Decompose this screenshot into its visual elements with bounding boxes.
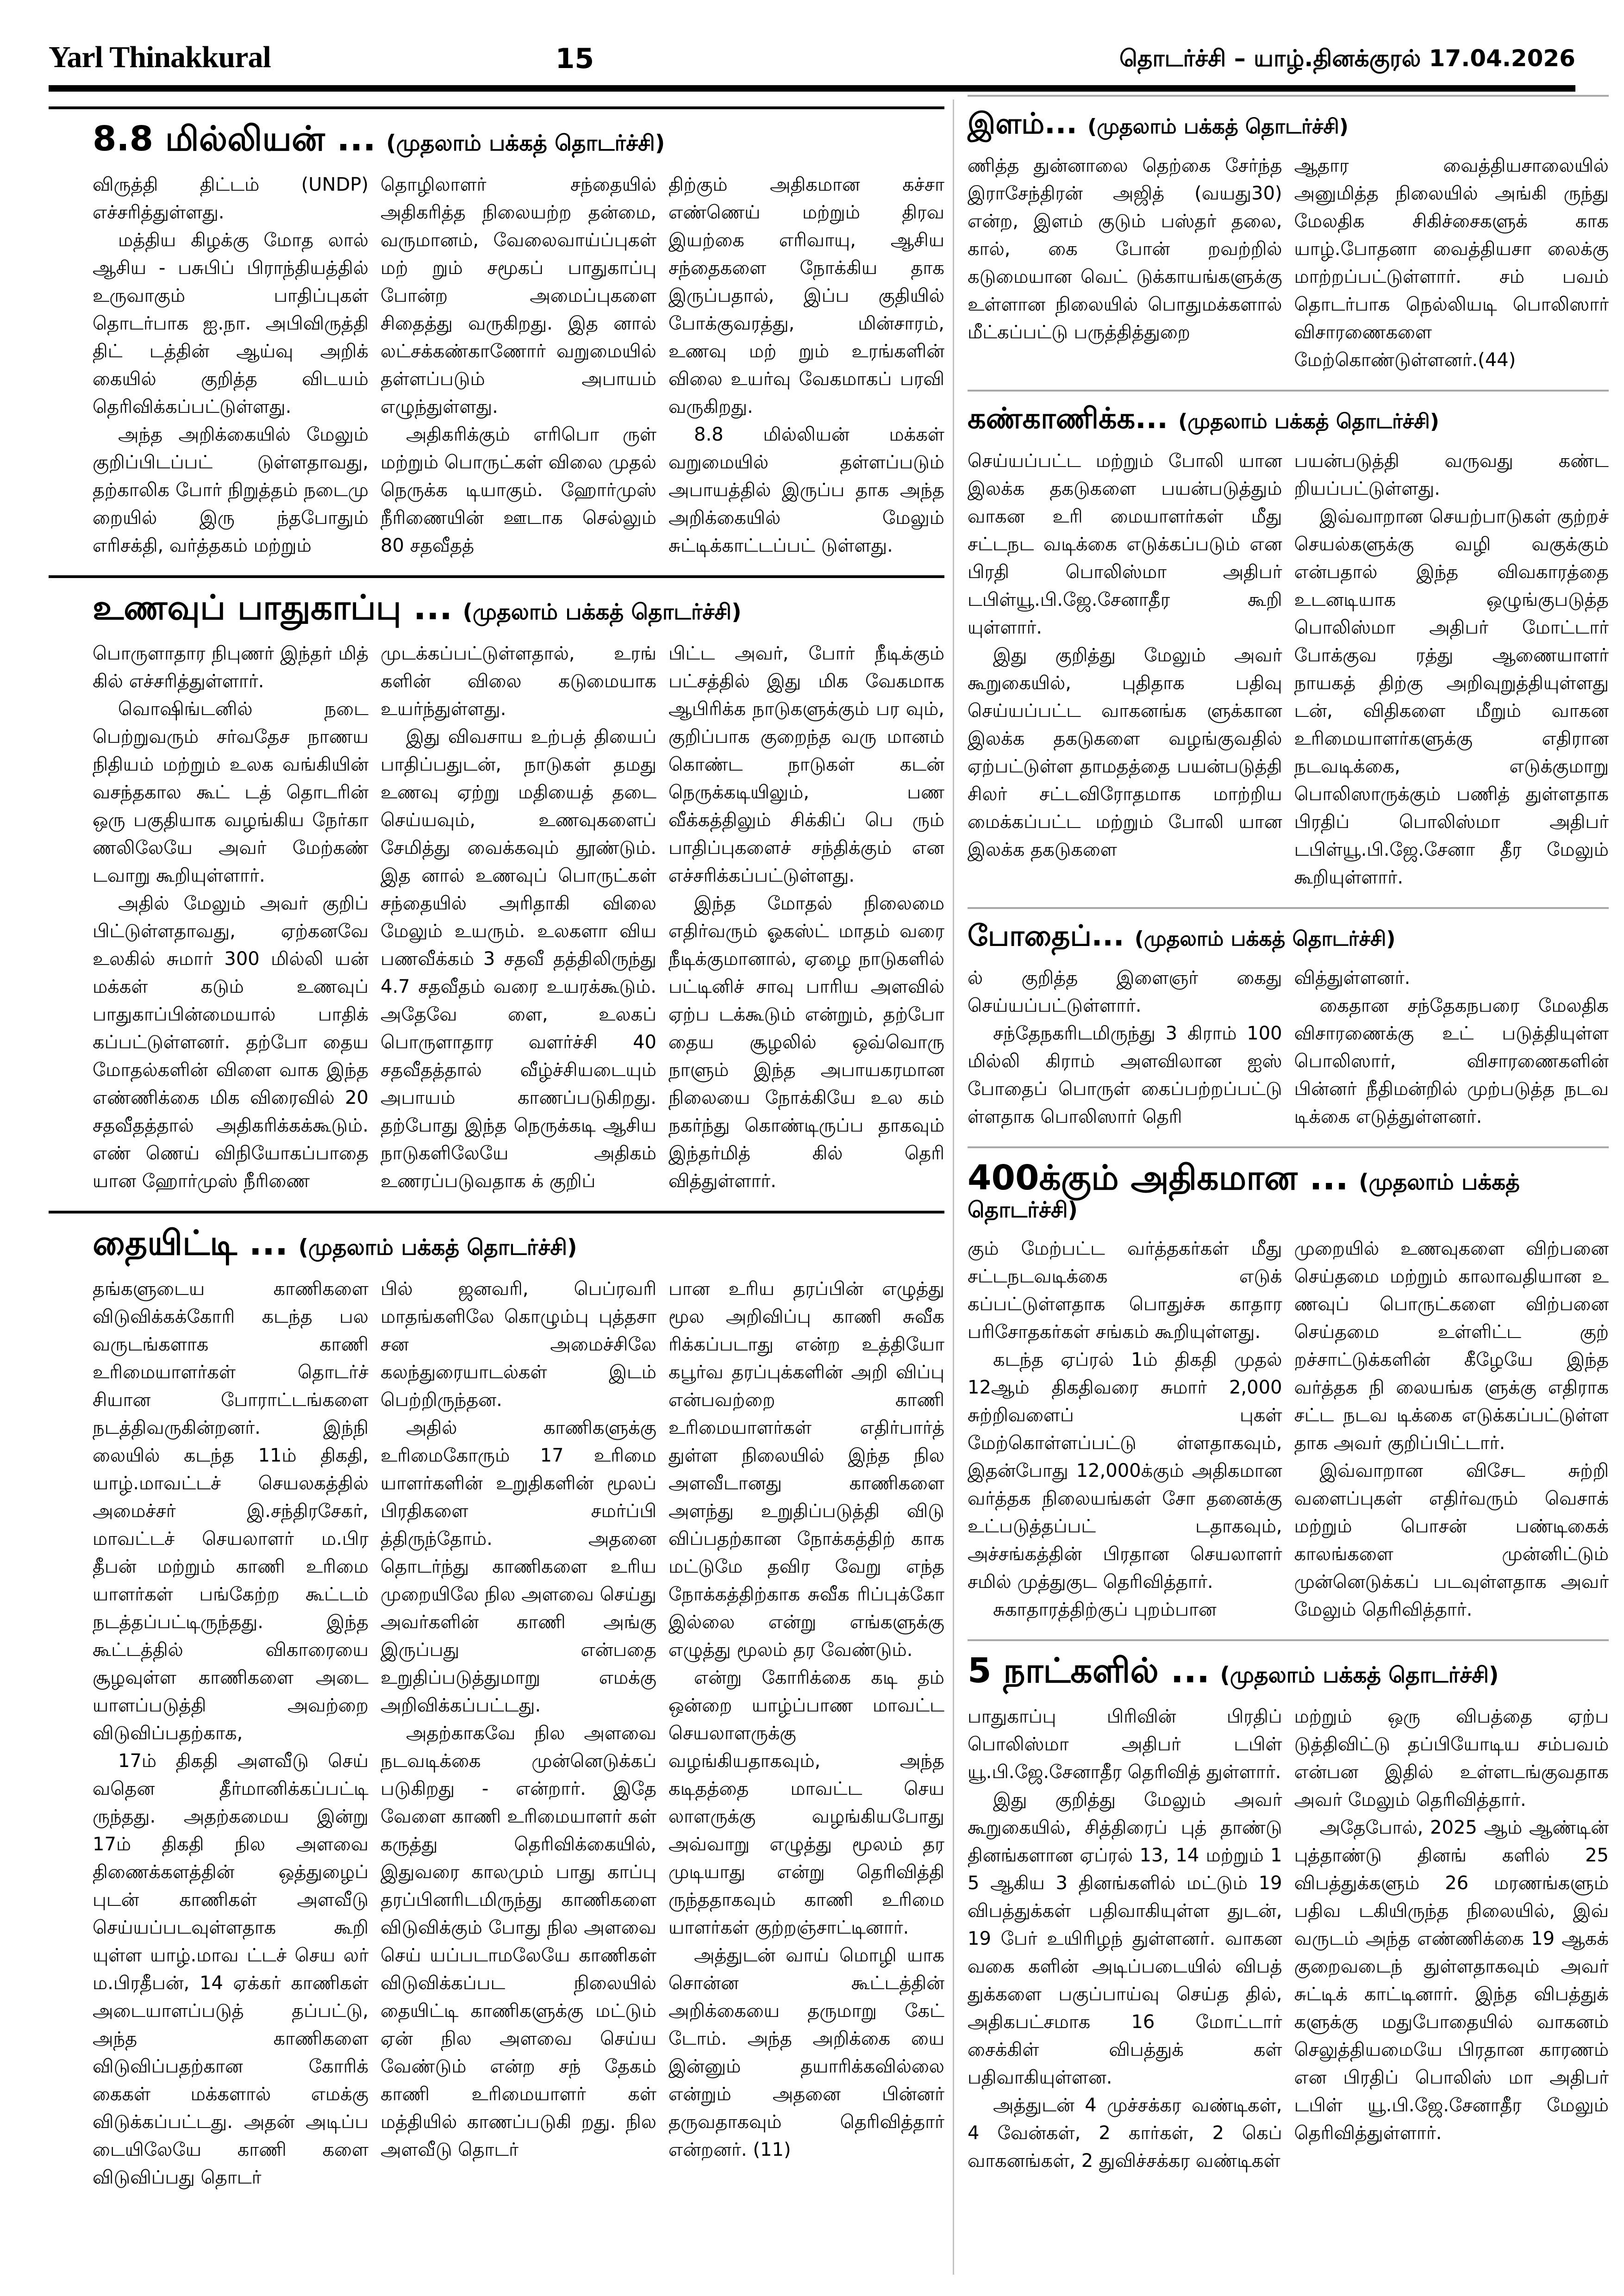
- paragraph: அதிகரிக்கும் எரிபொ ருள் மற்றும் பொருட்கள் விலை முதல் நெருக்க டியாகும். ஹோர்முஸ் நீரிணையின் ஊடாக செல்லும் 80 சதவீதத்: [381, 424, 656, 557]
- paragraph: விருத்தி திட்டம் (UNDP) எச்சரித்துள்ளது.: [93, 174, 369, 224]
- paragraph: தொழிலாளர் சந்தையில் அதிகரித்த நிலையற்ற தன்மை, வருமானம், வேலைவாய்ப்புகள் மற் றும் சமூகப் பாதுகாப்பு போன்ற அமைப்புகளை சிதைத்து வருகிறது. இத னால் லட்சக்கண்காணோர் வறுமையில் தள்ளப்படும் அபாயம் எழுந்துள்ளது.: [381, 174, 656, 418]
- continuation-note: (முதலாம் பக்கத் தொடர்ச்சி): [1178, 410, 1439, 434]
- article-column: [93, 640, 369, 1195]
- paragraph: அதற்காகவே நில அளவை நடவடிக்கை முன்னெடுக்கப் படுகிறது - என்றார். இதே வேளை காணி உரிமையாளர் கள் கருத்து தெரிவிக்கையில், இதுவரை காலமும் பாது காப்பு தரப்பினரிடமிருந்து காணிகளை விடுவிக்கும் போது நில அளவை செய் யப்படாமலேயே காணிகள் விடுவிக்கப்பட நிலையில் தையிட்டி காணிகளுக்கு மட்டும் ஏன் நில அளவை செய்ய வேண்டும் என்ற சந் தேகம் காணி உரிமையாளர் கள் மத்தியில் காணப்படுகி றது. நில அளவீடு தொடர்: [381, 1723, 656, 2161]
- article-column: [381, 640, 656, 1195]
- header-rule: [49, 85, 1575, 92]
- paragraph: ஆதார வைத்தியசாலையில் அனுமித்த நிலையில் அங்கி ருந்து மேலதிக சிகிச்சைகளுக் காக யாழ்.போதனா வைத்தியசா லைக்கு மாற்றப்பட்டுள்ளார். சம் பவம் தொடர்பாக நெல்லியடி பொலிஸார் விசாரணைகளை மேற்கொண்டுள்ளனர்.(44): [1294, 155, 1609, 371]
- paragraph: 8.8 மில்லியன் மக்கள் வறுமையில் தள்ளப்படும் அபாயத்தில் இருப்ப தாக அந்த அறிக்கையில் மேலும் சுட்டிக்காட்டப்பட் டுள்ளது.: [668, 424, 944, 557]
- paragraph: ல் குறித்த இளைஞர் கைது செய்யப்பட்டுள்ளார்.: [968, 967, 1282, 1016]
- continuation-note: (முதலாம் பக்கத் தொடர்ச்சி): [386, 131, 665, 156]
- article-column: [968, 152, 1282, 374]
- article-column: [1294, 964, 1609, 1131]
- article-column: [968, 964, 1282, 1131]
- article-headline: [93, 1224, 944, 1263]
- article-columns: [968, 1703, 1609, 2190]
- continuation-note: (முதலாம் பக்கத் தொடர்ச்சி): [1087, 115, 1349, 138]
- article-ilam: [968, 95, 1609, 390]
- article-columns: [93, 171, 944, 575]
- paragraph: இவ்வாறான செயற்பாடுகள் குற்றச் செயல்களுக்கு வழி வகுக்கும் என்பதால் இந்த விவகாரத்தை உடனடியாக ஒழுங்குபடுத்த பொலிஸ்மா அதிபர் மோட்டார் போக்குவ ரத்து ஆணையாளர் நாயகத் திற்கு அறிவுறுத்தியுள்ளது டன், விதிகளை மீறும் வாகன உரிமையாளர்களுக்கு எதிரான நடவடிக்கை, எடுக்குமாறு பொலிஸாருக்கும் பணித் துள்ளதாக பிரதிப் பொலிஸ்மா அதிபர் டபிள்யூ.பி.ஜே.சேனா தீர மேலும் கூறியுள்ளார்.: [1294, 505, 1609, 888]
- paragraph: இது குறித்து மேலும் அவர் கூறுகையில், புதிதாக பதிவு செய்யப்பட்ட வாகனங்க ளுக்கான இலக்க தகடுகளை வழங்குவதில் ஏற்பட்டுள்ள தாமதத்தை பயன்படுத்தி சிலர் சட்டவிரோதமாக மாற்றிய மைக்கப்பட்ட மற்றும் போலி யான இலக்க தகடுகளை: [968, 644, 1282, 860]
- paragraph: கும் மேற்பட்ட வர்த்தகர்கள் மீது சட்டநடவடிக்கை எடுக் கப்பட்டுள்ளதாக பொதுச்சு காதார பரிசோதகர்கள் சங்கம் கூறியுள்ளது.: [968, 1238, 1282, 1343]
- continuation-note: (முதலாம் பக்கத் தொடர்ச்சி): [298, 1235, 577, 1261]
- headline-title: இளம்...: [968, 106, 1077, 140]
- paragraph: இது குறித்து மேலும் அவர் கூறுகையில், சித்திரைப் புத் தாண்டு தினங்களான ஏப்ரல் 13, 14 மற்றும் 1 5 ஆகிய 3 தினங்களில் மட்டும் 19 விபத்துக்கள் பதிவாகியுள்ள துடன், 19 பேர் உயிரிழந் துள்ளனர். வாகன வகை களின் அடிப்படையில் விபத் துக்களை பகுப்பாய்வு செய்த தில், அதிகபட்சமாக 16 மோட்டார் சைக்கிள் விபத்துக் கள் பதிவாகியுள்ளன.: [968, 1789, 1282, 2089]
- article-columns: [93, 640, 944, 1211]
- article-headline: [968, 402, 1609, 435]
- headline-title: போதைப்...: [968, 918, 1124, 952]
- article-5-days: [968, 1639, 1609, 2190]
- headline-title: 5 நாட்களில் ...: [968, 1651, 1210, 1691]
- paragraph: வித்துள்ளனர்.: [1294, 967, 1411, 989]
- paragraph: அந்த அறிக்கையில் மேலும் குறிப்பிடப்பட் டுள்ளதாவது, தற்காலிக போர் நிறுத்தம் நடைமு றையில் இரு ந்தபோதும் எரிசக்தி, வர்த்தகம் மற்றும்: [93, 424, 369, 557]
- right-zone: [968, 95, 1609, 2190]
- article-column: [968, 1235, 1282, 1624]
- paragraph: அதில் மேலும் அவர் குறிப் பிட்டுள்ளதாவது, ஏற்கனவே உலகில் சுமார் 300 மில்லி யன் மக்கள் கடும் உணவுப் பாதுகாப்பின்மையால் பாதிக் கப்பட்டுள்ளனர். தற்போ தைய மோதல்களின் விளை வாக இந்த எண்ணிக்கை மிக விரைவில் 20 சதவீதத்தால் அதிகரிக்கக்கூடும். எண் ணெய் விநியோகப்பாதை யான ஹோர்முஸ் நீரிணை: [93, 893, 369, 1192]
- article-columns: [968, 1235, 1609, 1639]
- article-headline: [93, 588, 944, 628]
- headline-title: உணவுப் பாதுகாப்பு ...: [93, 588, 453, 628]
- article-column: [668, 640, 944, 1195]
- article-column: [93, 1275, 369, 2191]
- article-headline: [968, 1651, 1609, 1691]
- paragraph: மத்திய கிழக்கு மோத லால் ஆசிய - பசுபிப் பிராந்தியத்தில் உருவாகும் பாதிப்புகள் தொடர்பாக ஐ.நா. அபிவிருத்தி திட் டத்தின் ஆய்வு அறிக் கையில் குறித்த விடயம் தெரிவிக்கப்பட்டுள்ளது.: [93, 230, 369, 418]
- article-headline: [968, 107, 1609, 140]
- paragraph: சந்தேநகரிடமிருந்து 3 கிராம் 100 மில்லி கிராம் அளவிலான ஐஸ் போதைப் பொருள் கைப்பற்றப்பட்டு ள்ளதாக பொலிஸார் தெரி: [968, 1022, 1282, 1127]
- continuation-note: (முதலாம் பக்கத் தொடர்ச்சி): [968, 1169, 1520, 1223]
- headline-title: தையிட்டி ...: [93, 1223, 288, 1263]
- article-88-million: [49, 106, 944, 575]
- article-column: [1294, 447, 1609, 891]
- article-column: [668, 171, 944, 560]
- page-number: 15: [555, 43, 594, 75]
- article-column: [93, 171, 369, 560]
- page-header: [49, 40, 1575, 75]
- article-column: [668, 1275, 944, 2191]
- article-headline: [968, 919, 1609, 952]
- continuation-note: (முதலாம் பக்கத் தொடர்ச்சி): [462, 599, 742, 625]
- paragraph: பிட்ட அவர், போர் நீடிக்கும் பட்சத்தில் இது மிக வேகமாக ஆபிரிக்க நாடுகளுக்கும் பர வும், குறிப்பாக குறைந்த வரு மானம் கொண்ட நாடுகள் கடன் நெருக்கடியிலும், பண வீக்கத்திலும் சிக்கிப் பெ ரும் பாதிப்புகளைச் சந்திக்கும் என எச்சரிக்கப்பட்டுள்ளது.: [668, 643, 944, 887]
- paragraph: பயன்படுத்தி வருவது கண்ட றியப்பட்டுள்ளது.: [1294, 450, 1609, 499]
- paragraph: இவ்வாறான விசேட சுற்றி வளைப்புகள் எதிர்வரும் வெசாக் மற்றும் பொசன் பண்டிகைக் காலங்களை முன்னிட்டும் முன்னெடுக்கப் படவுள்ளதாக அவர் மேலும் தெரிவித்தார்.: [1294, 1460, 1609, 1621]
- article-column: [968, 1703, 1282, 2175]
- article-headline: [968, 1158, 1609, 1223]
- article-columns: [968, 152, 1609, 390]
- continuation-note: (முதலாம் பக்கத் தொடர்ச்சி): [1134, 927, 1396, 951]
- headline-title: 400க்கும் அதிகமான ...: [968, 1157, 1349, 1198]
- edition-info: தொடர்ச்சி – யாழ்.தினக்குரல் 17.04.2026: [1119, 45, 1575, 72]
- paragraph: கைதான சந்தேகநபரை மேலதிக விசாரணைக்கு உட் படுத்தியுள்ள பொலிஸார், விசாரணைகளின் பின்னர் நீதிமன்றில் முற்படுத்த நடவ டிக்கை எடுத்துள்ளனர்.: [1294, 995, 1609, 1127]
- continuation-note: (முதலாம் பக்கத் தொடர்ச்சி): [1220, 1662, 1499, 1688]
- article-column: [381, 1275, 656, 2191]
- paragraph: சுகாதாரத்திற்குப் புறம்பான: [993, 1599, 1217, 1621]
- paragraph: செய்யப்பட்ட மற்றும் போலி யான இலக்க தகடுகளை பயன்படுத்தும் வாகன உரி மையாளர்கள் மீது சட்டநட வடிக்கை எடுக்கப்படும் என பிரதி பொலிஸ்மா அதிபர் டபிள்யூ.பி.ஜே.சேனாதீர கூறி யுள்ளார்.: [968, 450, 1282, 638]
- paragraph: பாதுகாப்பு பிரிவின் பிரதிப் பொலிஸ்மா அதிபர் டபிள் யூ.பி.ஜே.சேனாதீர தெரிவித் துள்ளார்.: [968, 1706, 1282, 1783]
- paragraph: தங்களுடைய காணிகளை விடுவிக்கக்கோரி கடந்த பல வருடங்களாக காணி உரிமையாளர்கள் தொடர்ச் சியான போராட்டங்களை நடத்திவருகின்றனர். இந்நி லையில் கடந்த 11ம் திகதி, யாழ்.மாவட்டச் செயலகத்தில் அமைச்சர் இ.சந்திரசேகர், மாவட்டச் செயலாளர் ம.பிர தீபன் மற்றும் காணி உரிமை யாளர்கள் பங்கேற்ற கூட்டம் நடத்தப்பட்டிருந்தது. இந்த கூட்டத்தில் விகாரையை சூழவுள்ள காணிகளை அடை யாளப்படுத்தி அவற்றை விடுவிப்பதற்காக,: [93, 1278, 369, 1744]
- masthead: Yarl Thinakkural: [49, 40, 271, 74]
- left-zone: [49, 106, 944, 2207]
- article-columns: [93, 1275, 944, 2207]
- article-column: [1294, 152, 1609, 374]
- article-400-more: [968, 1146, 1609, 1639]
- article-food-security: [49, 575, 944, 1211]
- paragraph: திற்கும் அதிகமான கச்சா எண்ணெய் மற்றும் திரவ இயற்கை எரிவாயு, ஆசிய சந்தைகளை நோக்கிய தாக இருப்பதால், இப்ப குதியில் போக்குவரத்து, மின்சாரம், உணவு மற் றும் உரங்களின் விலை உயர்வு வேகமாகப் பரவி வருகிறது.: [668, 174, 944, 418]
- article-column: [1294, 1703, 1609, 2175]
- article-headline: [93, 119, 944, 159]
- article-thaiyiddy: [49, 1211, 944, 2207]
- paragraph: ணித்த துன்னாலை தெற்கை சேர்ந்த இராசேந்திரன் அஜித் (வயது30) என்ற, இளம் குடும் பஸ்தர் தலை, கால், கை போன் றவற்றில் கடுமையான வெட் டுக்காயங்களுக்கு உள்ளான நிலையில் பொதுமக்களால் மீட்கப்பட்டு பருத்தித்துறை: [968, 155, 1282, 343]
- paragraph: இந்த மோதல் நிலைமை எதிர்வரும் ஓகஸ்ட் மாதம் வரை நீடிக்குமானால், ஏழை நாடுகளில் பட்டினிச் சாவு பாரிய அளவில் ஏற்ப டக்கூடும் என்றும், தற்போ தைய சூழலில் ஒவ்வொரு நாளும் இந்த அபாயகரமான நிலையை நோக்கியே உல கம் நகர்ந்து கொண்டிருப்ப தாகவும் இந்தர்மித் கில் தெரி வித்துள்ளார்.: [668, 893, 944, 1192]
- column-divider: [953, 100, 954, 2275]
- paragraph: 17ம் திகதி அளவீடு செய் வதென தீர்மானிக்கப்பட்டி ருந்தது. அதற்கமைய இன்று 17ம் திகதி நில அளவை திணைக்களத்தின் ஒத்துழைப் புடன் காணிகள் அளவீடு செய்யப்படவுள்ளதாக கூறி யுள்ள யாழ்.மாவ ட்டச் செய லர் ம.பிரதீபன், 14 ஏக்கர் காணிகள் அடையாளப்படுத் தப்பட்டு, அந்த காணிகளை விடுவிப்பதற்கான கோரிக் கைகள் மக்களால் எமக்கு விடுக்கப்பட்டது. அதன் அடிப்ப டையிலேயே காணி களை விடுவிப்பது தொடர்: [93, 1750, 369, 2189]
- paragraph: என்று கோரிக்கை கடி தம் ஒன்றை யாழ்ப்பாண மாவட்ட செயலாளருக்கு வழங்கியதாகவும், அந்த கடிதத்தை மாவட்ட செய லாளருக்கு வழங்கியபோது அவ்வாறு எழுத்து மூலம் தர முடியாது என்று தெரிவித்தி ருந்ததாகவும் காணி உரிமை யாளர்கள் குற்றஞ்சாட்டினார்.: [668, 1667, 944, 1939]
- paragraph: அத்துடன் வாய் மொழி யாக சொன்ன கூட்டத்தின் அறிக்கையை தருமாறு கேட் டோம். அந்த அறிக்கை யை இன்னும் தயாரிக்கவில்லை என்றும் அதனை பின்னர் தருவதாகவும் தெரிவித்தார் என்றனர். (11): [668, 1945, 944, 2161]
- article-column: [381, 171, 656, 560]
- article-column: [1294, 1235, 1609, 1624]
- paragraph: வொஷிங்டனில் நடை பெற்றுவரும் சர்வதேச நாணய நிதியம் மற்றும் உலக வங்கியின் வசந்தகால கூட் டத் தொடரின் ஒரு பகுதியாக வழங்கிய நேர்கா ணலிலேயே அவர் மேற்கண் டவாறு கூறியுள்ளார்.: [93, 698, 369, 887]
- article-columns: [968, 447, 1609, 907]
- article-columns: [968, 964, 1609, 1146]
- paragraph: அத்துடன் 4 முச்சக்கர வண்டிகள், 4 வேன்கள், 2 கார்கள், 2 கெப் வாகனங்கள், 2 துவிச்சக்கர வண்டிகள்: [968, 2095, 1282, 2172]
- paragraph: பில் ஜனவரி, பெப்ரவரி மாதங்களிலே கொழும்பு புத்தசா சன அமைச்சிலே கலந்துரையாடல்கள் இடம் பெற்றிருந்தன.: [381, 1278, 656, 1411]
- article-kankanikka: [968, 390, 1609, 907]
- headline-title: கண்காணிக்க...: [968, 401, 1168, 436]
- paragraph: அதில் காணிகளுக்கு உரிமைகோரும் 17 உரிமை யாளர்களின் உறுதிகளின் மூலப் பிரதிகளை சமர்ப்பி த்திருந்தோம். அதனை தொடர்ந்து காணிகளை உரிய முறையிலே நில அளவை செய்து அவர்களின் காணி அங்கு இருப்பது என்பதை உறுதிப்படுத்துமாறு எமக்கு அறிவிக்கப்பட்டது.: [381, 1417, 656, 1717]
- headline-title: 8.8 மில்லியன் ...: [93, 119, 376, 159]
- paragraph: முடக்கப்பட்டுள்ளதால், உரங் களின் விலை கடுமையாக உயர்ந்துள்ளது.: [381, 643, 656, 720]
- paragraph: மற்றும் ஒரு விபத்தை ஏற்ப டுத்திவிட்டு தப்பியோடிய சம்பவம் என்பன இதில் உள்ளடங்குவதாக அவர் மேலும் தெரிவித்தார்.: [1294, 1706, 1609, 1811]
- paragraph: முறையில் உணவுகளை விற்பனை செய்தமை மற்றும் காலாவதியான உ ணவுப் பொருட்களை விற்பனை செய்தமை உள்ளிட்ட குற் றச்சாட்டுக்களின் கீழேயே இந்த வர்த்தக நி லையங்க ளுக்கு எதிராக சட்ட நடவ டிக்கை எடுக்கப்பட்டுள்ள தாக அவர் குறிப்பிட்டார்.: [1294, 1238, 1609, 1454]
- paragraph: இது விவசாய உற்பத் தியைப் பாதிப்பதுடன், நாடுகள் தமது உணவு ஏற்று மதியைத் தடை செய்யவும், உணவுகளைப் சேமித்து வைக்கவும் தூண்டும். இத னால் உணவுப் பொருட்கள் சந்தையில் அரிதாகி விலை மேலும் உயரும். உலகளா விய பணவீக்கம் 3 சதவீ தத்திலிருந்து 4.7 சதவீதம் வரை உயரக்கூடும். அதேவே ளை, உலகப் பொருளாதார வளர்ச்சி 40 சதவீதத்தால் வீழ்ச்சியடையும் அபாயம் காணப்படுகிறது. தற்போது இந்த நெருக்கடி ஆசிய நாடுகளிலேயே அதிகம் உணரப்படுவதாக க் குறிப்: [381, 726, 656, 1192]
- paragraph: கடந்த ஏப்ரல் 1ம் திகதி முதல் 12ஆம் திகதிவரை சுமார் 2,000 சுற்றிவளைப் புகள் மேற்கொள்ளப்பட்டு ள்ளதாகவும், இதன்போது 12,000க்கும் அதிகமான வர்த்தக நிலையங்கள் சோ தனைக்கு உட்படுத்தப்பட் டதாகவும், அச்சங்கத்தின் பிரதான செயலாளர் சமில் முத்துகுட தெரிவித்தார்.: [968, 1349, 1282, 1593]
- paragraph: பான உரிய தரப்பின் எழுத்து மூல அறிவிப்பு காணி சுவீக ரிக்கப்படாது என்ற உத்தியோ கபூர்வ தரப்புக்களின் அறி விப்பு என்பவற்றை காணி உரிமையாளர்கள் எதிர்பார்த் துள்ள நிலையில் இந்த நில அளவீடானது காணிகளை அளந்து உறுதிப்படுத்தி விடு விப்பதற்கான நோக்கத்திற் காக மட்டுமே தவிர வேறு எந்த நோக்கத்திற்காக சுவீக ரிப்புக்கோ இல்லை என்று எங்களுக்கு எழுத்து மூலம் தர வேண்டும்.: [668, 1278, 944, 1661]
- article-pothai: [968, 907, 1609, 1146]
- article-column: [968, 447, 1282, 891]
- paragraph: அதேபோல், 2025 ஆம் ஆண்டின் புத்தாண்டு தினங் களில் 25 விபத்துக்களும் 26 மரணங்களும் பதிவ டகியிருந்த நிலையில், இவ் வருடம் அந்த எண்ணிக்கை 19 ஆகக் குறைவடைந் துள்ளதாகவும் அவர் சுட்டிக் காட்டினார். இந்த விபத்துக் களுக்கு மதுபோதையில் வாகனம் செலுத்தியமையே பிரதான காரணம் என பிரதிப் பொலிஸ் மா அதிபர் டபிள் யூ.பி.ஜே.சேனாதீர மேலும் தெரிவித்துள்ளார்.: [1294, 1817, 1609, 2144]
- paragraph: பொருளாதார நிபுணர் இந்தர் மித் கில் எச்சரித்துள்ளார்.: [93, 643, 369, 692]
